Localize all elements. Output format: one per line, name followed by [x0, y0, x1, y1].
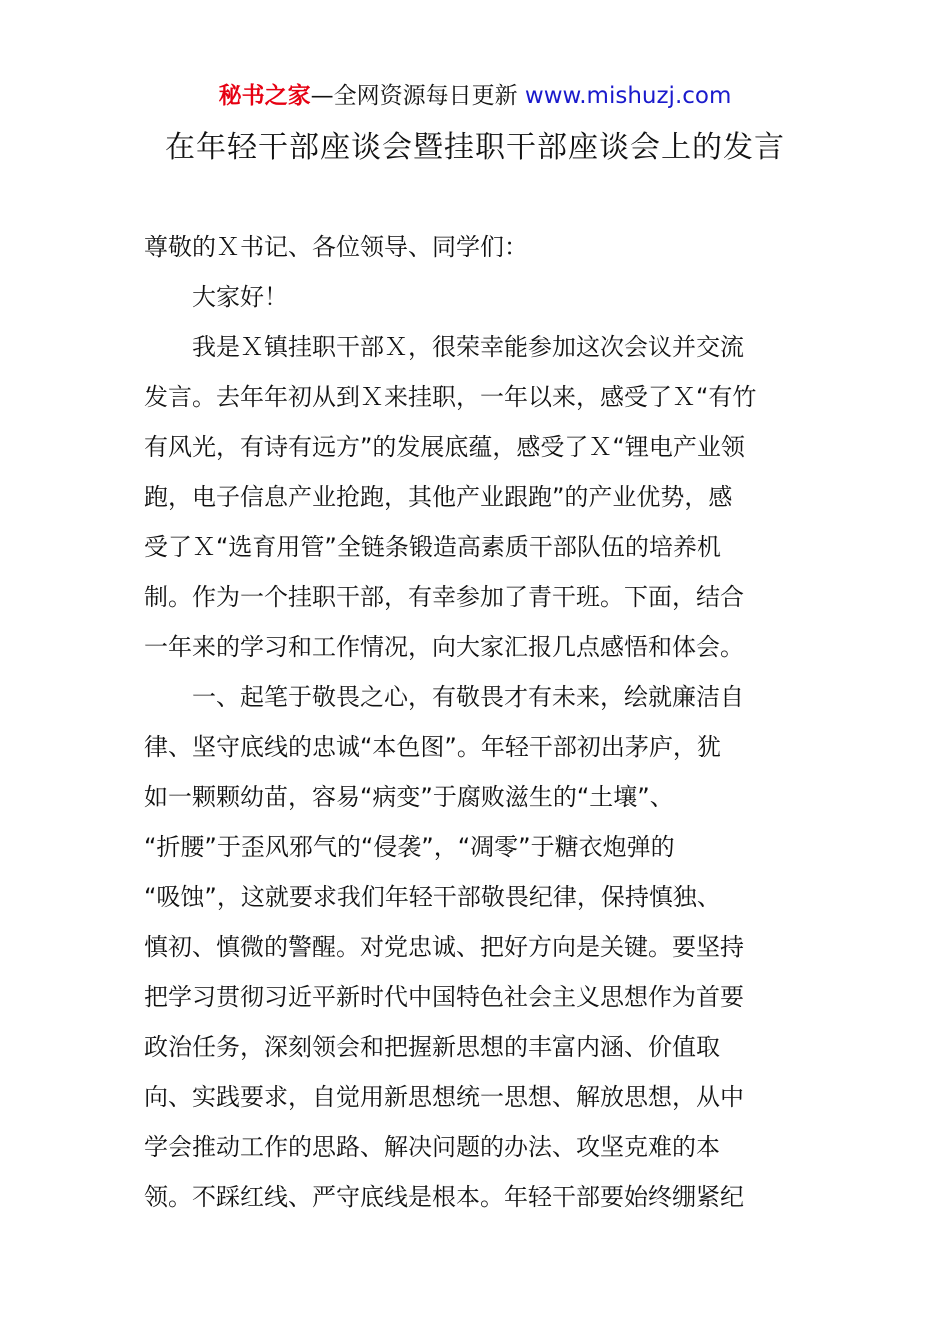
site-header	[0, 80, 950, 112]
text-line: 把学习贯彻习近平新时代中国特色社会主义思想作为首要	[144, 983, 744, 1011]
text-line: 一、起笔于敬畏之心，有敬畏才有未来，绘就廉洁自	[192, 683, 744, 711]
text-line: 有风光，有诗有远方”的发展底蕴，感受了Ｘ“锂电产业领	[144, 433, 745, 461]
document-title: 在年轻干部座谈会暨挂职干部座谈会上的发言	[165, 130, 785, 165]
site-brand: 秘书之家	[218, 83, 311, 109]
text-line: 我是Ｘ镇挂职干部Ｘ，很荣幸能参加这次会议并交流	[192, 333, 744, 361]
text-line: 律、坚守底线的忠诚“本色图”。年轻干部初出茅庐，犹	[144, 733, 721, 761]
text-line: 制。作为一个挂职干部，有幸参加了青干班。下面，结合	[144, 583, 744, 611]
text-line: 跑，电子信息产业抢跑，其他产业跟跑”的产业优势，感	[144, 483, 733, 511]
text-line: “吸蚀”，这就要求我们年轻干部敬畏纪律，保持慎独、	[144, 883, 721, 911]
hello-line: 大家好！	[192, 283, 288, 311]
text-line: 受了Ｘ“选育用管”全链条锻造高素质干部队伍的培养机	[144, 533, 721, 561]
site-slogan: —全网资源每日更新	[310, 83, 518, 109]
paragraph-intro	[144, 322, 806, 672]
paragraph-section-one	[144, 672, 806, 1222]
text-line: 慎初、慎微的警醒。对党忠诚、把好方向是关键。要坚持	[144, 933, 744, 961]
greeting-line: 尊敬的Ｘ书记、各位领导、同学们：	[144, 233, 528, 261]
text-line: 领。不踩红线、严守底线是根本。年轻干部要始终绷紧纪	[144, 1183, 744, 1211]
text-line: “折腰”于歪风邪气的“侵袭”，“凋零”于糖衣炮弹的	[144, 833, 675, 861]
text-line: 政治任务，深刻领会和把握新思想的丰富内涵、价值取	[144, 1033, 720, 1061]
document-body	[144, 222, 806, 1222]
text-line: 向、实践要求，自觉用新思想统一思想、解放思想，从中	[144, 1083, 744, 1111]
text-line: 一年来的学习和工作情况，向大家汇报几点感悟和体会。	[144, 633, 744, 661]
text-line: 发言。去年年初从到Ｘ来挂职，一年以来，感受了Ｘ“有竹	[144, 383, 757, 411]
text-line: 学会推动工作的思路、解决问题的办法、攻坚克难的本	[144, 1133, 720, 1161]
site-url-link[interactable]: www.mishuzj.com	[524, 83, 732, 109]
text-line: 如一颗颗幼苗，容易“病变”于腐败滋生的“土壤”、	[144, 783, 674, 811]
